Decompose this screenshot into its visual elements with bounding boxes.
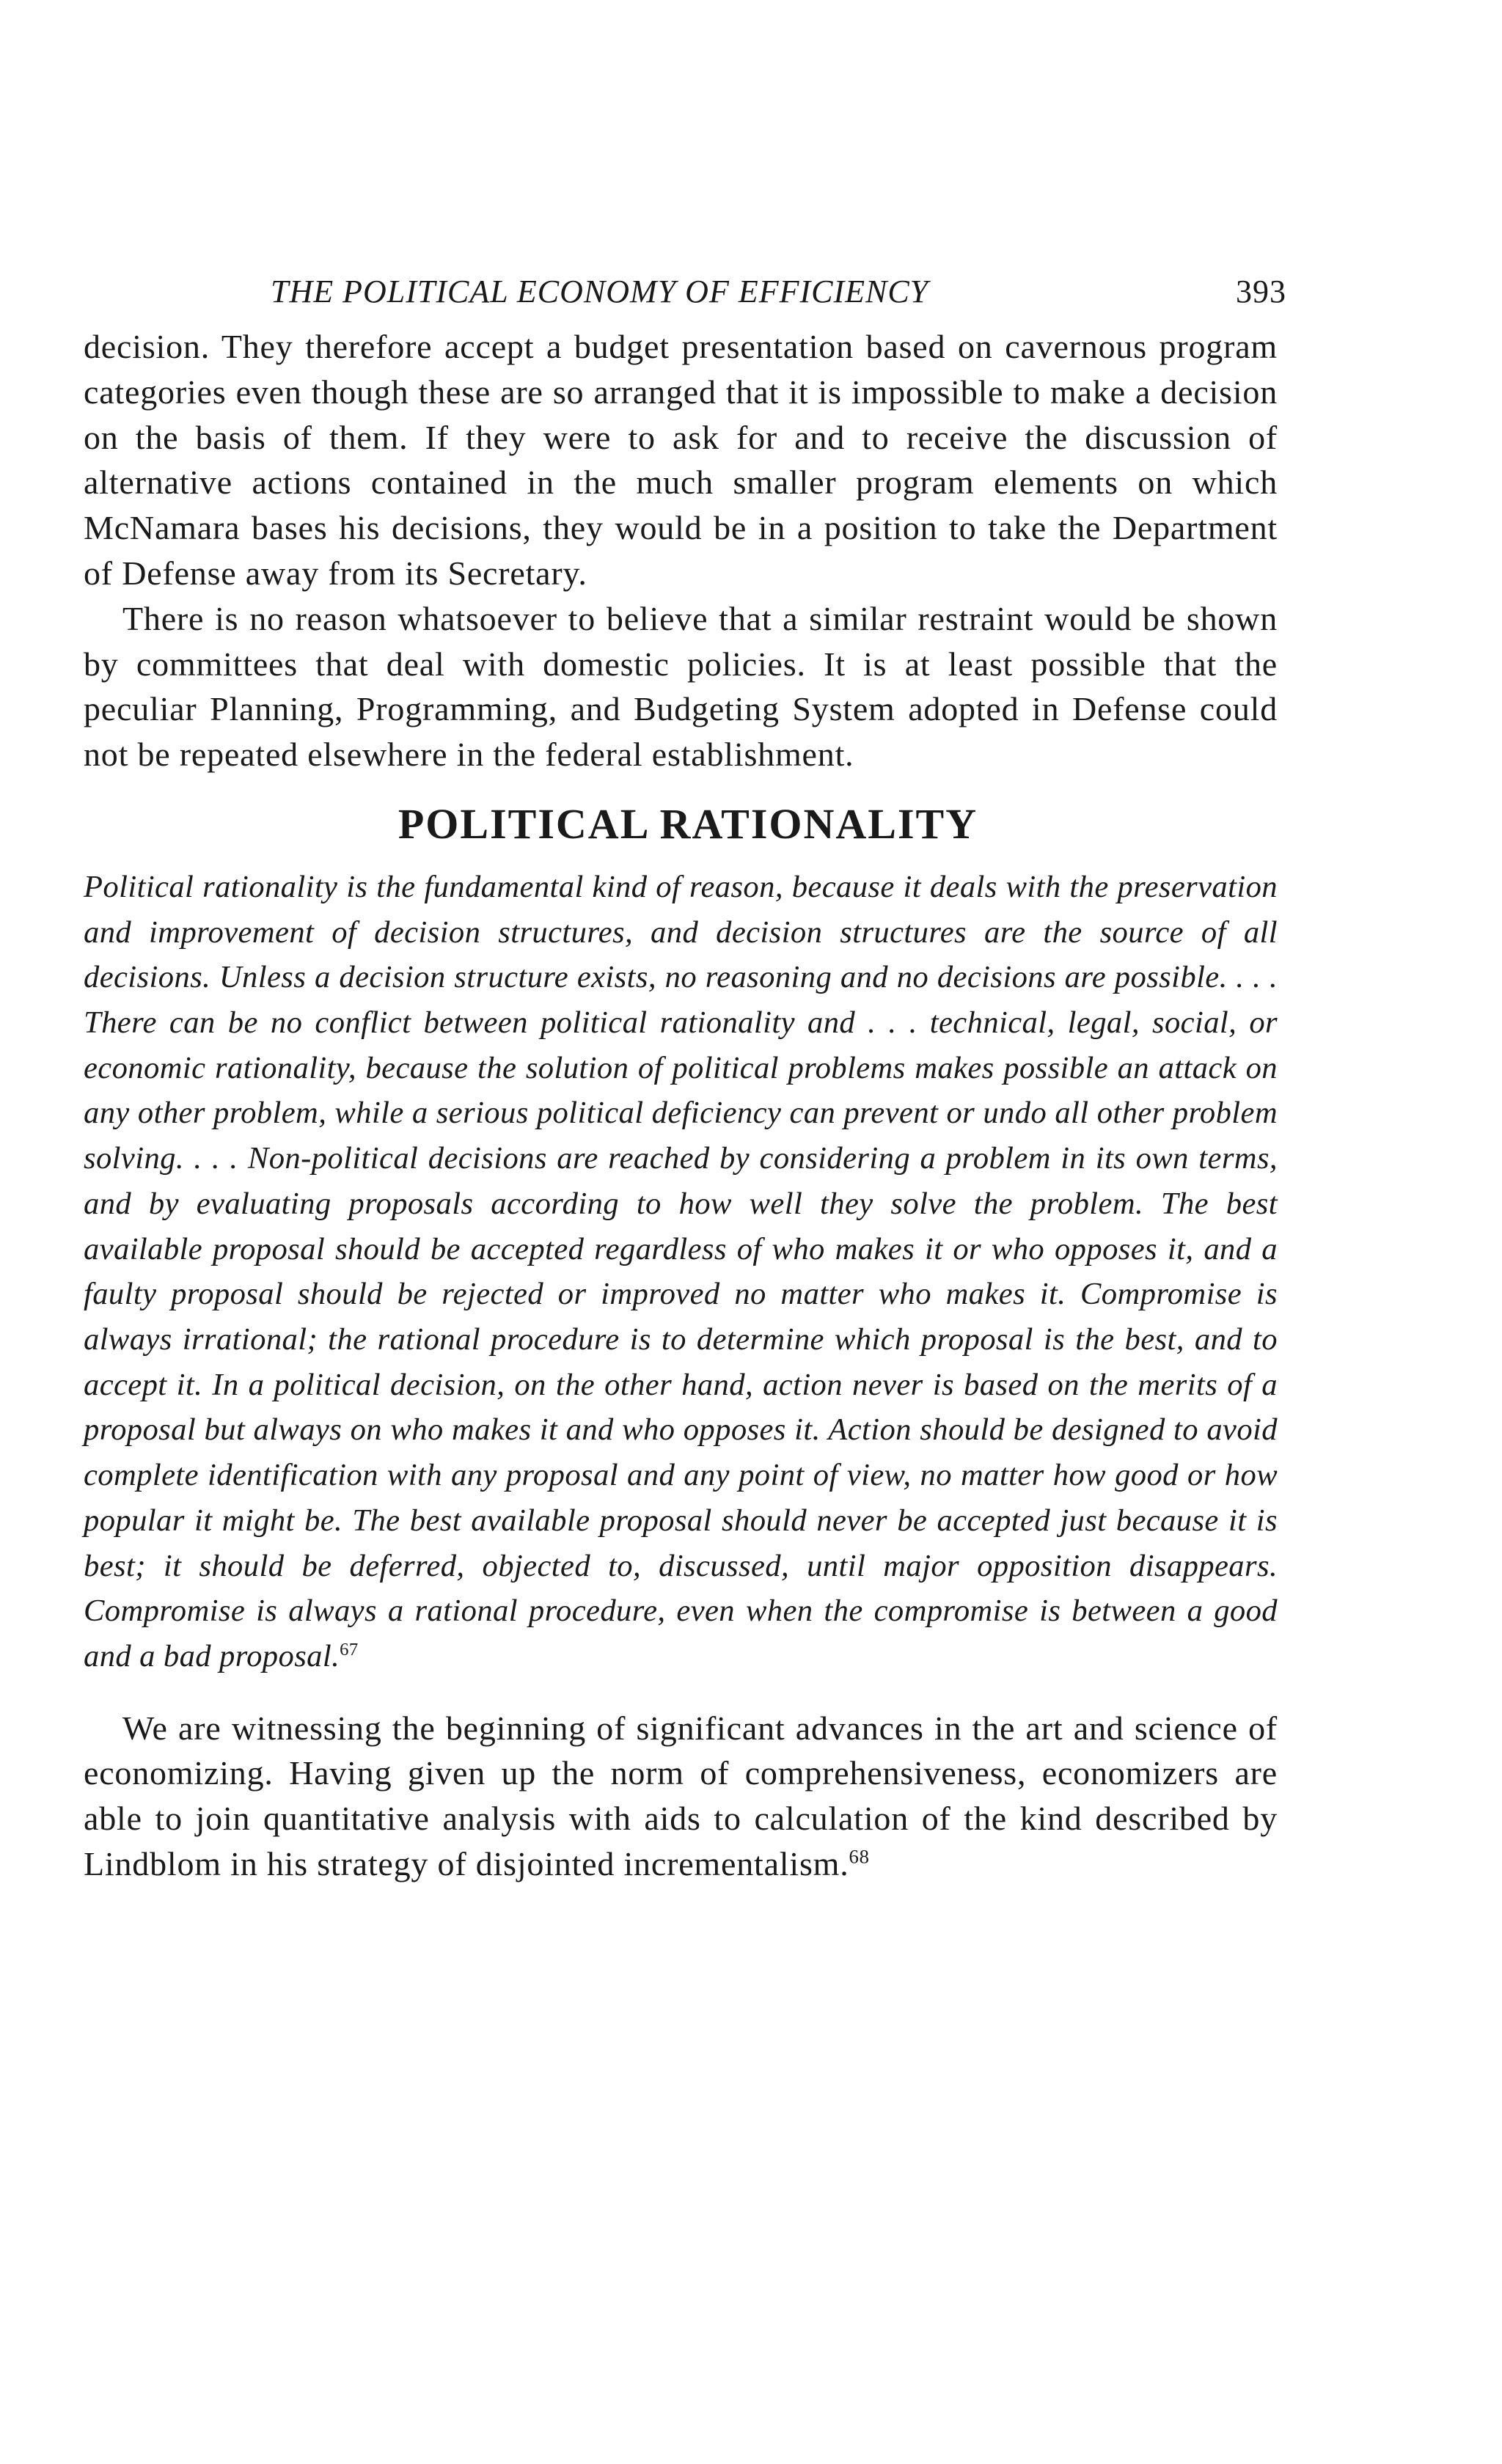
page-number: 393 (1236, 274, 1286, 309)
body-paragraph-1: decision. They therefore accept a budget presentation based on cavernous program categories even though these are so arranged that it is impossible to make a decision on the basis of them. If they were to ask for and to receive the discussion of alternative actions contained in the much smaller program elements on which McNamara bases his decisions, they would be in a position to take the Department of Defense away from its Secretary. (84, 328, 1278, 592)
block-quote (84, 865, 1278, 1679)
closing-paragraph (84, 1706, 1278, 1887)
closing-paragraph-text: We are witnessing the beginning of significant advances in the art and science of economizing. Having given up the norm of comprehensiveness, economizers are able to join quantitative analysis with aids to calculation of the kind described by Lindblom in his strategy of disjointed incrementalism. (84, 1709, 1278, 1883)
footnote-ref-68: 68 (849, 1845, 870, 1868)
section-heading: POLITICAL RATIONALITY (398, 799, 978, 848)
book-page (84, 273, 1286, 1887)
running-head (84, 273, 1286, 324)
body-paragraph-2: There is no reason whatsoever to believe that a similar restraint would be shown by committees that deal with domestic policies. It is at least possible that the peculiar Planning, Programming, and Budgeting System adopted in Defense could not be repeated elsewhere in the federal establishment. (84, 599, 1278, 774)
footnote-ref-67: 67 (340, 1639, 359, 1660)
block-quote-text: Political rationality is the fundamental kind of reason, because it deals with the preservation and improvement of decision structures, and decision structures are the source of all decisions. Unless a decision structure exists, no reasoning and no decisions are possible. . . . There can be no conflict between political rationality and . . . technical, legal, social, or economic rationality, because the solution of political problems makes possible an attack on any other problem, while a serious political deficiency can prevent or undo all other problem solving. . . . Non-political decisions are reached by considering a problem in its own terms, and by evaluating proposals according to how well they solve the problem. The best available proposal should be accepted regardless of who makes it or who opposes it, and a faulty proposal should be rejected or improved no matter who makes it. Compromise is always irrational; the rational procedure is to determine which proposal is the best, and to accept it. In a political decision, on the other hand, action never is based on the merits of a proposal but always on who makes it and who opposes it. Action should be designed to avoid complete identification with any proposal and any point of view, no matter how good or how popular it might be. The best available proposal should never be accepted just because it is best; it should be deferred, objected to, discussed, until major opposition disappears. Compromise is always a rational procedure, even when the compromise is between a good and a bad proposal. (84, 869, 1278, 1673)
running-title: THE POLITICAL ECONOMY OF EFFICIENCY (271, 274, 929, 309)
